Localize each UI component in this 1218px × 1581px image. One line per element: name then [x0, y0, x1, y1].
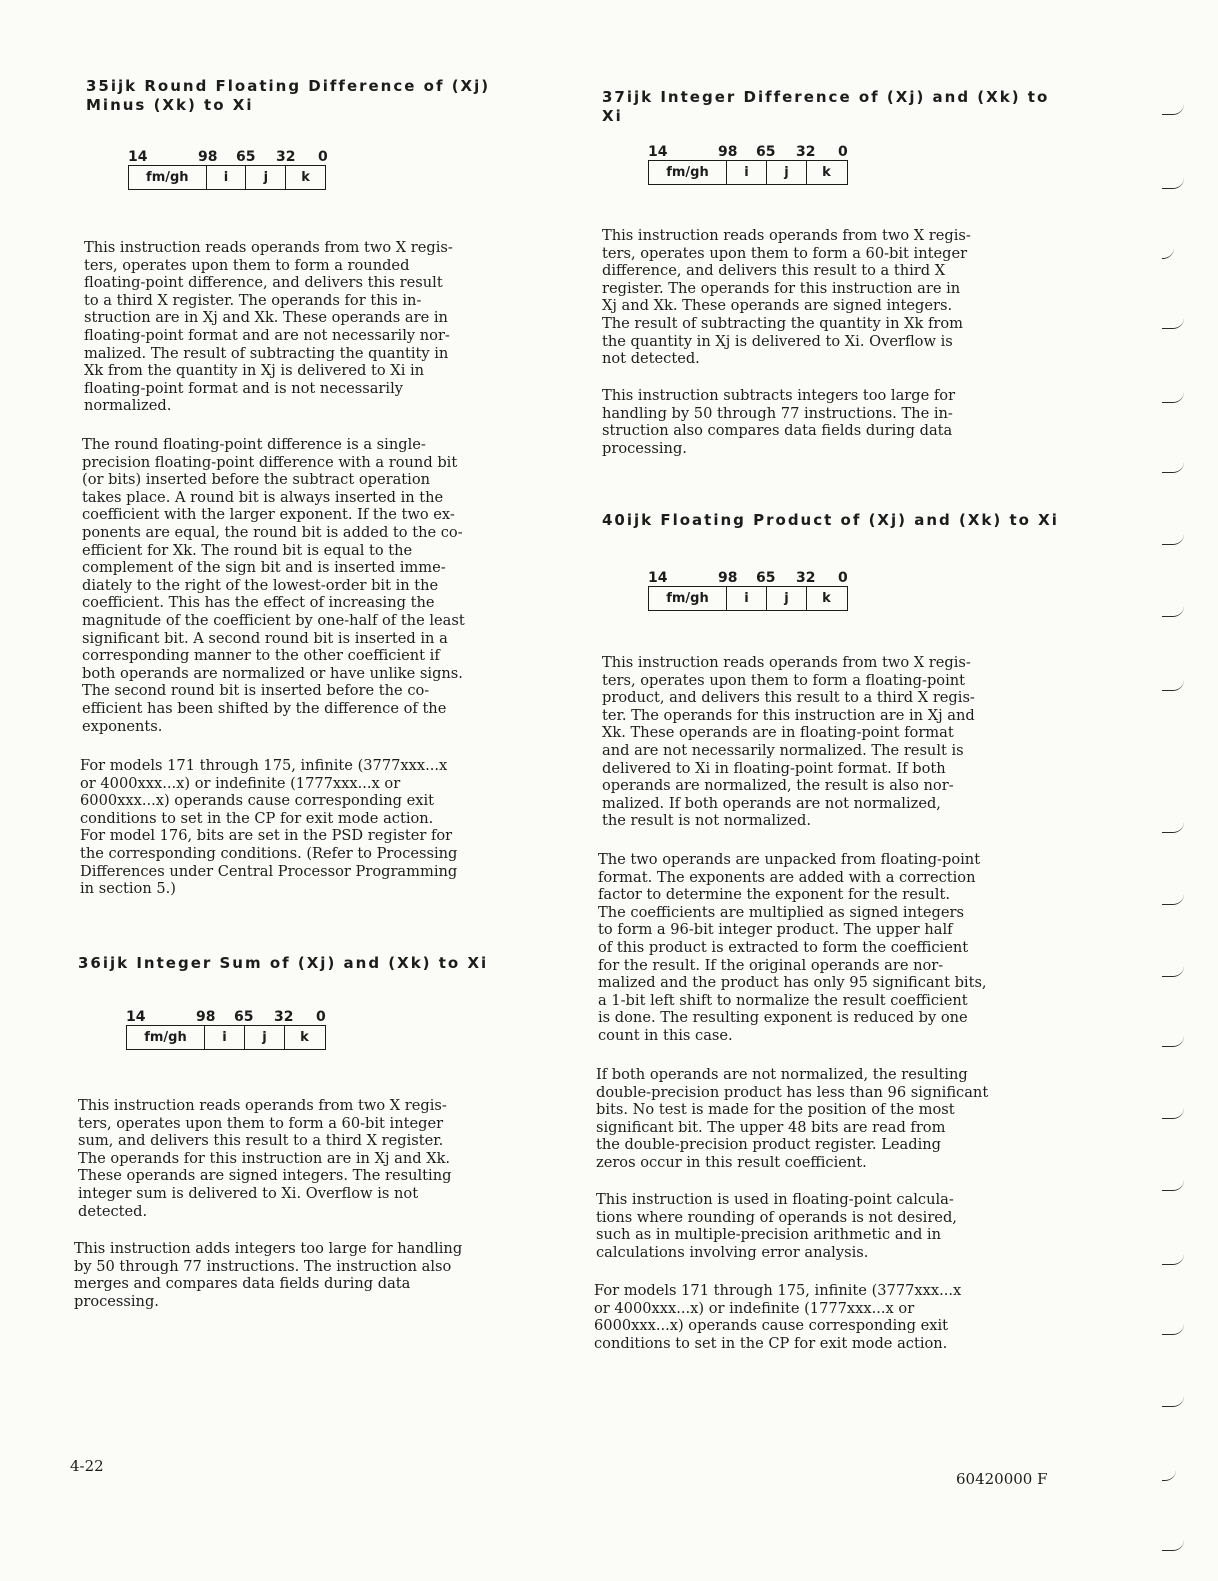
- bit-positions: [128, 149, 326, 165]
- field-j: j: [767, 587, 807, 610]
- bit-positions: [648, 570, 848, 586]
- field-fm-gh: fm/gh: [127, 1026, 205, 1049]
- bit-label: 32: [274, 1009, 294, 1025]
- bit-label: 0: [316, 1009, 326, 1025]
- field-j: j: [246, 166, 286, 189]
- bit-label: 14: [648, 570, 668, 586]
- page-number: 4-22: [70, 1457, 104, 1475]
- field-i: i: [207, 166, 247, 189]
- bit-label: 0: [838, 570, 848, 586]
- paragraph: This instruction reads operands from two X regis- ters, operates upon them to form a 60-bit integer sum, and delivers this result to a third X register. The operands for this instruction are in Xj and Xk. These operands are signed integers. The resulting integer sum is delivered to Xi. Overflow is not detected.: [78, 1097, 452, 1220]
- binding-mark: [1162, 248, 1174, 259]
- binding-mark: [1162, 1036, 1184, 1047]
- bit-label: 65: [234, 1009, 254, 1025]
- binding-mark: [1162, 1180, 1184, 1191]
- field-i: i: [205, 1026, 245, 1049]
- field-k: k: [300, 1030, 309, 1045]
- binding-mark: [1162, 534, 1184, 545]
- bit-label: 98: [198, 149, 218, 165]
- binding-mark: [1162, 104, 1184, 115]
- section-title-36ijk: 36ijk Integer Sum of (Xj) and (Xk) to Xi: [78, 954, 489, 972]
- field-i: i: [727, 587, 767, 610]
- paragraph: This instruction is used in floating-point calcula- tions where rounding of operands is not desired, such as in multiple-precision arithmetic and in calculations involving error analysis.: [596, 1191, 957, 1261]
- instruction-format-37ijk: [648, 144, 848, 185]
- binding-mark: [1162, 1540, 1184, 1551]
- field-j: j: [245, 1026, 285, 1049]
- binding-mark: [1162, 1396, 1184, 1407]
- section-title-35ijk: 35ijk Round Floating Difference of (Xj) Minus (Xk) to Xi: [86, 77, 491, 114]
- bit-label: 65: [756, 144, 776, 160]
- field-k: k: [822, 165, 831, 180]
- binding-mark: [1162, 1470, 1176, 1481]
- bit-label: 0: [318, 149, 328, 165]
- paragraph: If both operands are not normalized, the resulting double-precision product has less than 96 significant bits. No test is made for the position of the most significant bit. The upper 48 bits are read from the double-precision product register. Leading zeros occur in this result coefficient.: [596, 1066, 989, 1171]
- binding-mark: [1162, 1108, 1184, 1119]
- format-fields: [648, 586, 848, 611]
- binding-mark: [1162, 822, 1184, 833]
- paragraph: This instruction reads operands from two X regis- ters, operates upon them to form a floating-point product, and delivers this result to a third X regis- ter. The operands for this instruction are in Xj and Xk. These operands are in floating-point format and are not necessarily normalized. The result is delivered to Xi in floating-point format. If both operands are normalized, the result is also nor- malized. If both operands are not normalized, the result is not normalized.: [602, 654, 975, 830]
- binding-mark: [1162, 606, 1184, 617]
- format-fields: [648, 160, 848, 185]
- bit-label: 65: [756, 570, 776, 586]
- format-fields: [126, 1025, 326, 1050]
- binding-mark: [1162, 966, 1184, 977]
- binding-mark: [1162, 680, 1184, 691]
- field-j: j: [767, 161, 807, 184]
- bit-label: 14: [128, 149, 148, 165]
- binding-mark: [1162, 178, 1184, 189]
- paragraph: This instruction reads operands from two X regis- ters, operates upon them to form a 60-bit integer difference, and delivers this result to a third X register. The operands for this instruction are in Xj and Xk. These operands are signed integers. The result of subtracting the quantity in Xk from the quantity in Xj is delivered to Xi. Overflow is not detected.: [602, 227, 971, 368]
- bit-label: 65: [236, 149, 256, 165]
- instruction-format-35ijk: [128, 149, 326, 190]
- bit-label: 0: [838, 144, 848, 160]
- section-title-37ijk: 37ijk Integer Difference of (Xj) and (Xk) to Xi: [602, 88, 1050, 125]
- binding-mark: [1162, 318, 1184, 329]
- document-number: 60420000 F: [956, 1470, 1048, 1488]
- bit-label: 98: [196, 1009, 216, 1025]
- field-fm-gh: fm/gh: [129, 166, 207, 189]
- binding-mark: [1162, 1324, 1184, 1335]
- bit-label: 98: [718, 570, 738, 586]
- binding-mark: [1162, 392, 1184, 403]
- bit-positions: [126, 1009, 326, 1025]
- bit-label: 32: [796, 570, 816, 586]
- section-title-40ijk: 40ijk Floating Product of (Xj) and (Xk) to Xi: [602, 511, 1059, 529]
- paragraph: The two operands are unpacked from floating-point format. The exponents are added with a correction factor to determine the exponent for the result. The coefficients are multiplied as signed integers to form a 96-bit integer product. The upper half of this product is extracted to form the coefficient for the result. If the original operands are nor- malized and the product has only 95 significant bits, a 1-bit left shift to normalize the result coefficient is done. The resulting exponent is reduced by one count in this case.: [598, 851, 987, 1044]
- field-i: i: [727, 161, 767, 184]
- paragraph: This instruction subtracts integers too large for handling by 50 through 77 instructions. The in- struction also compares data fields during data processing.: [602, 387, 956, 457]
- binding-mark: [1162, 1254, 1184, 1265]
- format-fields: [128, 165, 326, 190]
- binding-mark: [1162, 894, 1184, 905]
- field-k: k: [822, 591, 831, 606]
- field-k: k: [301, 170, 310, 185]
- bit-positions: [648, 144, 848, 160]
- instruction-format-36ijk: [126, 1009, 326, 1050]
- bit-label: 14: [126, 1009, 146, 1025]
- paragraph: This instruction reads operands from two X regis- ters, operates upon them to form a rounded floating-point difference, and delivers this result to a third X register. The operands for this in- struction are in Xj and Xk. These operands are in floating-point format and are not necessarily nor- malized. The result of subtracting the quantity in Xk from the quantity in Xj is delivered to Xi in floating-point format and is not necessarily normalized.: [84, 239, 453, 415]
- bit-label: 32: [276, 149, 296, 165]
- paragraph: This instruction adds integers too large for handling by 50 through 77 instructions. The instruction also merges and compares data fields during data processing.: [74, 1240, 463, 1310]
- bit-label: 14: [648, 144, 668, 160]
- field-fm-gh: fm/gh: [649, 161, 727, 184]
- instruction-format-40ijk: [648, 570, 848, 611]
- field-fm-gh: fm/gh: [649, 587, 727, 610]
- bit-label: 32: [796, 144, 816, 160]
- paragraph: For models 171 through 175, infinite (3777xxx...x or 4000xxx...x) or indefinite (1777xxx...x or 6000xxx...x) operands cause corresponding exit conditions to set in the CP for exit mode action. For model 176, bits are set in the PSD register for the corresponding conditions. (Refer to Processing Differences under Central Processor Programming in section 5.): [80, 757, 458, 898]
- binding-mark: [1162, 462, 1184, 473]
- paragraph: For models 171 through 175, infinite (3777xxx...x or 4000xxx...x) or indefinite (1777xxx...x or 6000xxx...x) operands cause corresponding exit conditions to set in the CP for exit mode action.: [594, 1282, 962, 1352]
- paragraph: The round floating-point difference is a single- precision floating-point difference with a round bit (or bits) inserted before the subtract operation takes place. A round bit is always inserted in the coefficient with the larger exponent. If the two ex- ponents are equal, the round bit is added to the co- efficient for Xk. The round bit is equal to the complement of the sign bit and is inserted imme- diately to the right of the lowest-order bit in the coefficient. This has the effect of increasing the magnitude of the coefficient by one-half of the least significant bit. A second round bit is inserted in a corresponding manner to the other coefficient if both operands are normalized or have unlike signs. The second round bit is inserted before the co- efficient has been shifted by the difference of the exponents.: [82, 436, 465, 735]
- bit-label: 98: [718, 144, 738, 160]
